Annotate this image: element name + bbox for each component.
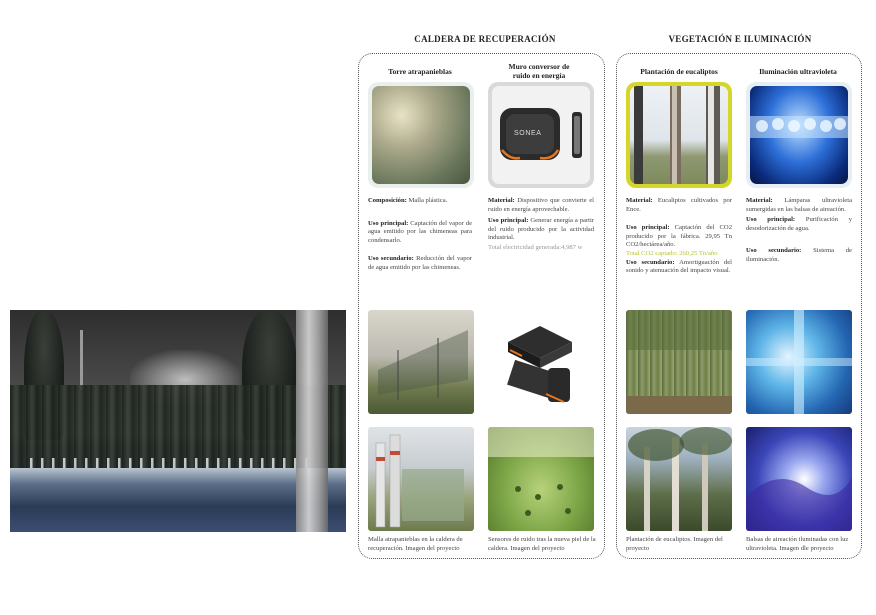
section-title-vegetacion: VEGETACIÓN E ILUMINACIÓN <box>668 34 812 44</box>
boiler-skin-photo <box>488 427 594 531</box>
uv-aeration-photo <box>746 427 852 531</box>
column-title-iluminacion: Iluminación ultravioleta <box>759 67 837 76</box>
eucalyptus-trunks-photo <box>630 86 728 184</box>
device-brand-label: SONEA <box>514 130 542 137</box>
co2-total: Total CO2 captado: 260,25 Tn/año <box>626 249 718 257</box>
thumbnail-frame-device <box>488 82 594 188</box>
night-scene-image <box>10 310 346 532</box>
column-title-muro: Muro conversor de ruido en energía <box>508 62 570 80</box>
thumbnail-frame-uv <box>746 82 852 188</box>
eucalyptus-canopy-photo <box>626 427 732 531</box>
fog-net-photo <box>372 86 470 184</box>
description-muro: Material: Dispositivo que convierte el ruido en energía aprovechable. Uso principal: Generar energía a partir del ruido producido por la actividad industrial. Total electricidad generada:4,987 w <box>488 197 594 251</box>
caption-torre: Malla atrapanieblas en la caldera de recuperación. Imagen del proyecto <box>368 536 463 552</box>
fog-net-field-photo <box>368 310 474 414</box>
eucalyptus-trunk <box>296 310 328 532</box>
caption-muro: Sensores de ruido tras la nueva piel de la caldera. Imagen del proyecto <box>488 536 596 552</box>
uv-water-photo <box>746 310 852 414</box>
chimney-net-photo <box>368 427 474 531</box>
column-title-eucaliptos: Plantación de eucaliptos <box>640 67 718 76</box>
caption-iluminacion: Balsas de aireación iluminadas con luz ultravioleta. Imagen dle proyecto <box>746 536 849 552</box>
chimney-silhouette <box>80 330 83 390</box>
uv-lamps-photo <box>750 86 848 184</box>
caption-eucaliptos: Plantación de eucaliptos. Imagen del proyecto <box>626 536 723 552</box>
sonea-sensor-photo <box>488 310 594 414</box>
description-eucaliptos: Material: Eucaliptos cultivados por Ence. Uso principal: Captación del CO2 producido por la fábrica. 29,95 Tn CO2/hectárea/año. Total CO2 captado: 260,25 Tn/año Uso secundario: Amortiguación del sonido y atenuación del impacto visual. <box>626 197 732 275</box>
thumbnail-frame-fog <box>368 82 474 188</box>
description-iluminacion: Material: Lámparas ultravioleta sumergidas en las balsas de aireación. Uso principal: Purificación y desodorización de agua. Uso secundario: Sistema de iluminación. <box>746 197 852 263</box>
eucalyptus-plantation-photo <box>626 310 732 414</box>
thumbnail-frame-eucalyptus <box>626 82 732 188</box>
sonea-device-photo <box>492 86 590 184</box>
description-torre: Composición: Malla plástica. Uso principal: Captación del vapor de agua emitido por las chimeneas para condensarlo. Uso secundario: Reducción del vapor de agua emitido por las chimeneas. <box>368 197 472 271</box>
column-title-torre: Torre atrapanieblas <box>388 67 452 76</box>
section-title-caldera: CALDERA DE RECUPERACIÓN <box>414 34 556 44</box>
